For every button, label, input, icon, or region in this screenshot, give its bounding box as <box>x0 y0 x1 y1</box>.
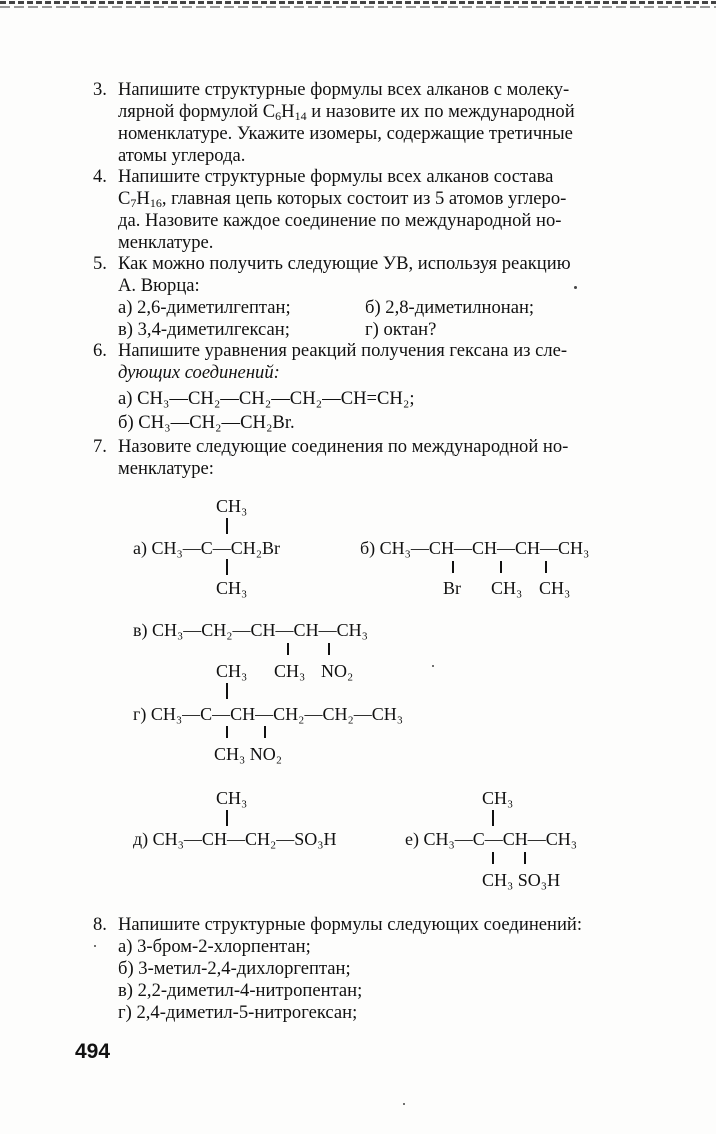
problem-5-item-v: в) 3,4-диметилгексан; <box>118 319 290 340</box>
formula-b-bond-1 <box>452 561 454 573</box>
formula-d-bond-up <box>226 810 228 826</box>
formula-v-bond-1 <box>287 643 289 655</box>
problem-7-line-2: менклатуре: <box>118 458 214 479</box>
formula-a-main-chain: а) CH₃—C—CH₂Br <box>133 538 281 558</box>
formula-v-main-chain: в) CH₃—CH₂—CH—CH—CH₃ <box>133 620 368 640</box>
formula-e-bond-down-1 <box>492 852 494 864</box>
formula-e-main-chain: е) CH₃—C—CH—CH₃ <box>405 829 578 849</box>
top-rule-2 <box>0 6 716 8</box>
formula-e-top-substituent: CH₃ <box>482 788 514 808</box>
problem-8-item-g: г) 2,4-диметил-5-нитрогексан; <box>118 1002 358 1023</box>
problem-6-item-a: а) CH₃—CH₂—CH₂—CH₂—CH=CH₂; <box>118 388 415 409</box>
formula-a-bond-up <box>226 518 228 534</box>
problem-8-number: 8. <box>93 914 107 935</box>
problem-5-item-g: г) октан? <box>365 319 437 340</box>
formula-g-main-chain: г) CH₃—C—CH—CH₂—CH₂—CH₃ <box>133 704 404 724</box>
problem-5-number: 5. <box>93 253 107 274</box>
problem-4-line-4: менклатуре. <box>118 232 214 253</box>
problem-4-line-1: Напишите структурные формулы всех алканов состава <box>118 166 554 187</box>
page-number: 494 <box>75 1040 111 1063</box>
problem-7-line-1: Назовите следующие соединения по международной но- <box>118 436 569 457</box>
problem-8-item-v: в) 2,2-диметил-4-нитропентан; <box>118 980 363 1001</box>
formula-v-bond-2 <box>328 643 330 655</box>
formula-v-substituent-2: NO₂ <box>321 661 354 681</box>
formula-b-substituent-1: Br <box>443 578 461 598</box>
problem-6-item-b: б) CH₃—CH₂—CH₂Br. <box>118 412 295 433</box>
problem-5-line-1: Как можно получить следующие УВ, используя реакцию <box>118 253 571 274</box>
problem-8-line-1: Напишите структурные формулы следующих соединений: <box>118 914 583 935</box>
problem-3-line-3: номенклатуре. Укажите изомеры, содержащие третичные <box>118 123 573 144</box>
formula-b-substituent-2: CH₃ <box>491 578 523 598</box>
scan-speck <box>94 945 96 947</box>
problem-4-line-3: да. Назовите каждое соединение по международной но- <box>118 210 562 231</box>
problem-5-item-a: а) 2,6-диметилгептан; <box>118 297 291 318</box>
formula-g-bond-down-1 <box>226 726 228 738</box>
problem-8-item-b: б) 3-метил-2,4-дихлоргептан; <box>118 958 351 979</box>
scan-speck <box>574 286 577 289</box>
formula-b-main-chain: б) CH₃—CH—CH—CH—CH₃ <box>360 538 590 558</box>
formula-d-top-substituent: CH₃ <box>216 788 248 808</box>
problem-3-line-2: лярной формулой $C_6H_{14}$ и назовите их по международной <box>118 101 575 123</box>
scan-speck <box>403 1103 405 1105</box>
formula-b-substituent-3: CH₃ <box>539 578 571 598</box>
formula-g-bottom-substituents: CH₃ NO₂ <box>214 744 283 764</box>
formula-b-bond-2 <box>500 561 502 573</box>
problem-3-line-4: атомы углерода. <box>118 145 246 166</box>
problem-6-line-2: дующих соединений: <box>118 362 280 383</box>
problem-4-line-2: $C_7H_{16}$, главная цепь которых состоит из 5 атомов углеро- <box>118 188 567 210</box>
formula-g-bond-up <box>226 683 228 699</box>
problem-5-item-b: б) 2,8-диметилнонан; <box>365 297 535 318</box>
formula-g-top-substituent: CH₃ <box>216 661 248 681</box>
formula-g-bond-down-2 <box>264 726 266 738</box>
scan-speck <box>432 665 434 667</box>
formula-a-bond-down <box>226 559 228 575</box>
formula-d-main-chain: д) CH₃—CH—CH₂—SO₃H <box>133 829 337 849</box>
formula-e-bond-down-2 <box>524 852 526 864</box>
problem-4-number: 4. <box>93 166 107 187</box>
problem-5-line-2: А. Вюрца: <box>118 275 200 296</box>
top-rule <box>0 1 716 4</box>
formula-b-bond-3 <box>545 561 547 573</box>
formula-a-top-substituent: CH₃ <box>216 496 248 516</box>
problem-3-line-1: Напишите структурные формулы всех алканов с молеку- <box>118 79 570 100</box>
formula-e-bond-up <box>492 810 494 826</box>
problem-8-item-a: а) 3-бром-2-хлорпентан; <box>118 936 311 957</box>
formula-v-substituent-1: CH₃ <box>274 661 306 681</box>
problem-7-number: 7. <box>93 436 107 457</box>
formula-a-bottom-substituent: CH₃ <box>216 578 248 598</box>
problem-6-number: 6. <box>93 340 107 361</box>
formula-e-bottom-substituents: CH₃ SO₃H <box>482 870 561 890</box>
problem-6-line-1: Напишите уравнения реакций получения гексана из сле- <box>118 340 568 361</box>
problem-3-number: 3. <box>93 79 107 100</box>
